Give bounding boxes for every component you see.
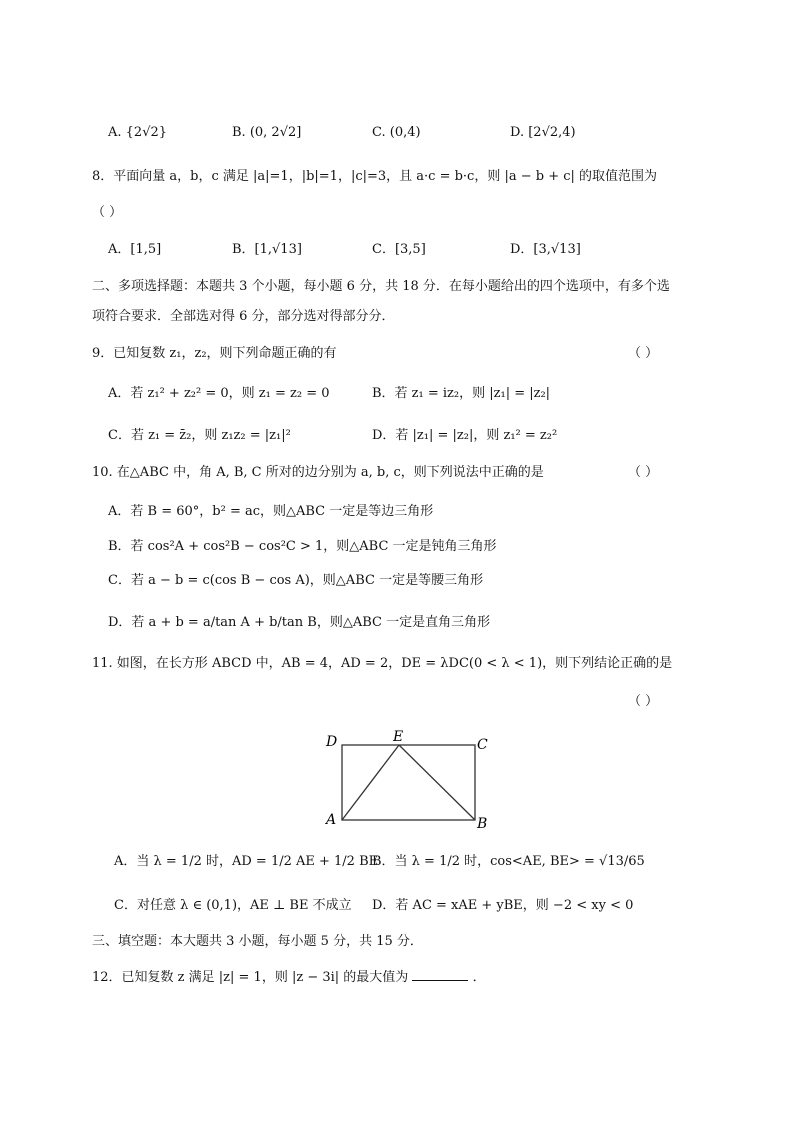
segment-ae — [342, 745, 399, 820]
q9-option-d: D．若 |z₁| = |z₂|，则 z₁² = z₂² — [372, 428, 558, 443]
label-e: E — [393, 729, 404, 745]
section-2-heading-line1: 二、多项选择题：本题共 3 个小题，每小题 6 分，共 18 分．在每小题给出的四个选项中，有多个选 — [92, 279, 670, 294]
q9-stem: 9．已知复数 z₁，z₂，则下列命题正确的有 — [92, 346, 337, 361]
q7-option-c: C. (0,4) — [372, 125, 421, 140]
q8-stem: 8．平面向量 a，b，c 满足 |a|=1，|b|=1，|c|=3，且 a·c = b·c，则 |a − b + c| 的取值范围为 — [92, 169, 658, 184]
q8-option-c: C．[3,5] — [372, 242, 426, 257]
rectangle-figure — [322, 724, 498, 832]
q10-option-c: C．若 a − b = c(cos B − cos A)，则△ABC 一定是等腰三角形 — [108, 573, 484, 588]
q10-option-a: A．若 B = 60°，b² = ac，则△ABC 一定是等边三角形 — [108, 504, 434, 519]
q9-option-c: C．若 z₁ = z̄₂，则 z₁z₂ = |z₁|² — [108, 428, 291, 443]
q7-option-b: B. (0, 2√2] — [232, 125, 302, 140]
q7-option-d: D. [2√2,4) — [510, 125, 576, 140]
q11-stem: 11. 如图，在长方形 ABCD 中，AB = 4，AD = 2，DE = λDC(0 < λ < 1)，则下列结论正确的是 — [92, 656, 673, 671]
q9-option-a: A．若 z₁² + z₂² = 0，则 z₁ = z₂ = 0 — [108, 386, 330, 401]
q7-option-a: A. {2√2} — [108, 125, 168, 140]
section-3-heading: 三、填空题：本大题共 3 小题，每小题 5 分，共 15 分． — [92, 934, 423, 949]
section-2-heading-line2: 项符合要求．全部选对得 6 分，部分选对得部分分． — [92, 309, 395, 324]
q8-option-b: B．[1,√13] — [232, 242, 302, 257]
q11-option-c: C．对任意 λ ∈ (0,1)，AE ⊥ BE 不成立 — [114, 898, 352, 913]
q11-option-d: D．若 AC = xAE + yBE，则 −2 < xy < 0 — [372, 898, 634, 913]
q12-line — [92, 968, 486, 987]
q10-answer-paren: （ ） — [628, 465, 659, 480]
label-b: B — [477, 816, 488, 832]
q8-option-d: D．[3,√13] — [510, 242, 581, 257]
label-d: D — [326, 734, 338, 750]
rectangle-abcd — [342, 745, 475, 820]
q9-answer-paren: （ ） — [628, 346, 659, 361]
label-c: C — [477, 737, 488, 753]
q12-tail: ． — [472, 970, 486, 985]
q10-option-d: D．若 a + b = a/tan A + b/tan B，则△ABC 一定是直角三角形 — [108, 615, 491, 630]
q11-option-b: B．当 λ = 1/2 时，cos<AE, BE> = √13/65 — [372, 854, 645, 869]
q10-option-b: B．若 cos²A + cos²B − cos²C > 1，则△ABC 一定是钝角三角形 — [108, 539, 497, 554]
q8-answer-paren: （ ） — [92, 205, 123, 220]
label-a: A — [326, 812, 337, 828]
q8-option-a: A．[1,5] — [108, 242, 162, 257]
q12-stem: 12．已知复数 z 满足 |z| = 1，则 |z − 3i| 的最大值为 — [92, 970, 409, 985]
q10-stem: 10. 在△ABC 中，角 A, B, C 所对的边分别为 a, b, c，则下列说法中正确的是 — [92, 465, 544, 480]
q11-option-a: A．当 λ = 1/2 时，AD = 1/2 AE + 1/2 BE — [114, 854, 379, 869]
q9-option-b: B．若 z₁ = iz₂，则 |z₁| = |z₂| — [372, 386, 551, 401]
q12-answer-blank[interactable] — [412, 968, 468, 981]
segment-eb — [399, 745, 475, 820]
q11-answer-paren: （ ） — [628, 694, 659, 709]
